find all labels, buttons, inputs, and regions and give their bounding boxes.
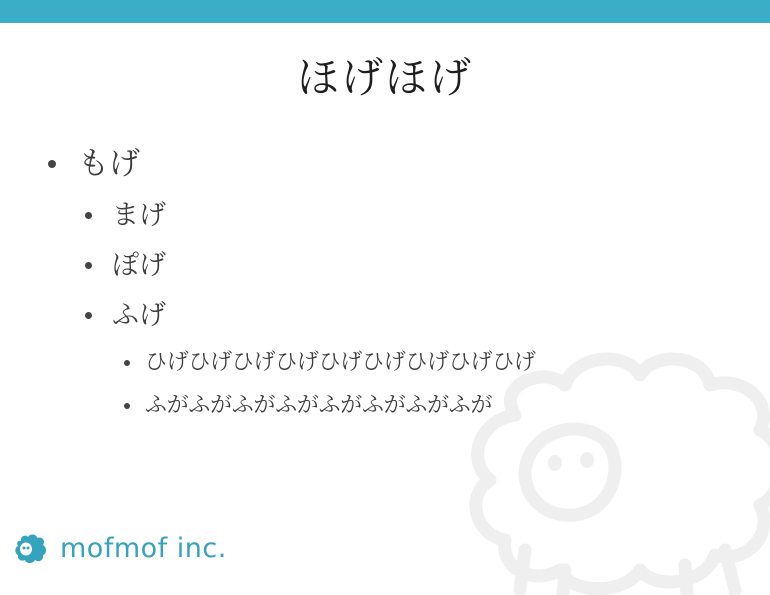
bullet-text: もげ (78, 146, 140, 182)
bullet-text: ひげひげひげひげひげひげひげひげひげ (145, 350, 536, 375)
slide-title: ほげほげ (296, 53, 473, 102)
list-item (112, 247, 166, 285)
sheep-watermark-icon (455, 345, 770, 595)
bullet-text: ぽげ (112, 250, 166, 281)
sheep-logo-icon (14, 533, 48, 565)
bullet-dot-icon (124, 403, 130, 409)
bullet-dot-icon (85, 212, 92, 219)
list-item (145, 348, 536, 378)
bullet-dot-icon (124, 360, 130, 366)
header-accent-bar (0, 0, 770, 23)
bullet-text: ふがふがふがふがふがふがふがふが (145, 393, 493, 418)
list-item (112, 297, 166, 335)
bullet-dot-icon (85, 262, 92, 269)
bullet-dot-icon (48, 160, 56, 168)
list-item (145, 391, 492, 421)
bullet-text: ふげ (112, 300, 166, 331)
company-brand: mofmof inc. (60, 533, 227, 564)
list-item (78, 142, 140, 186)
bullet-text: まげ (112, 200, 166, 231)
bullet-dot-icon (85, 312, 92, 319)
list-item (112, 197, 166, 235)
